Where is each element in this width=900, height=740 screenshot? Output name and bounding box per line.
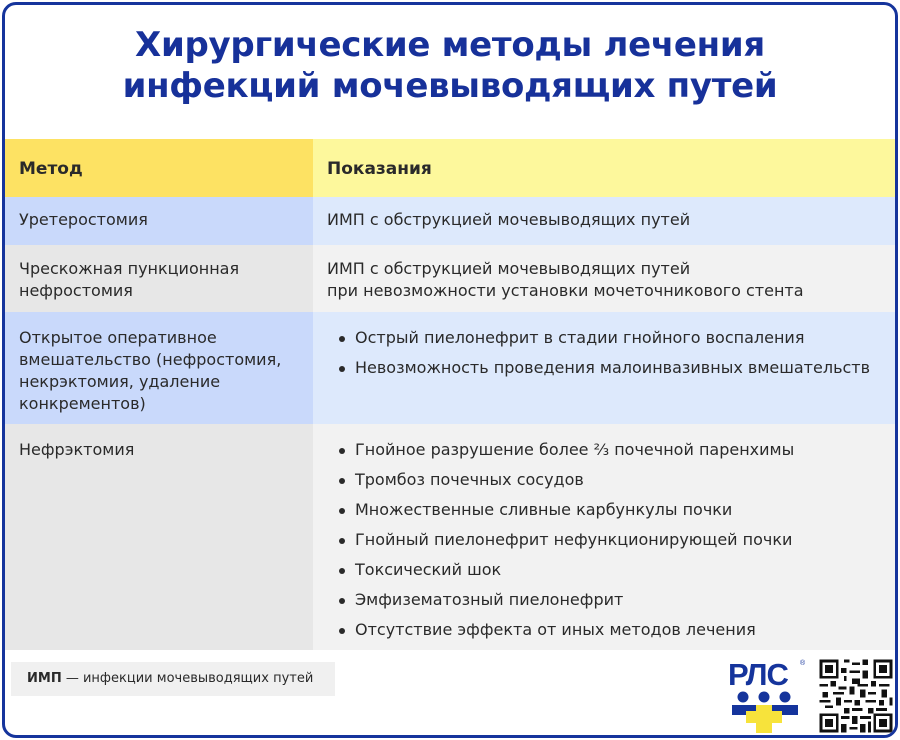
list-item: Отсутствие эффекта от иных методов лечения [339,619,885,641]
method-cell: Уретеростомия [5,197,313,245]
method-cell: Открытое оперативное вмешательство (нефростомия, некрэктомия, удаление конкрементов) [5,312,313,424]
list-item: Гнойный пиелонефрит нефункционирующей почки [339,529,885,551]
indications-cell [313,245,895,312]
logo-text: РЛС [728,657,788,692]
method-cell: Нефрэктомия [5,424,313,650]
table-row [5,312,895,424]
list-item: Токсический шок [339,559,885,581]
table-row [5,197,895,245]
indication-text: ИМП с обструкцией мочевыводящих путей [327,210,691,229]
indications-cell [313,197,895,245]
logo-registered: ® [800,660,806,667]
title-line-2: инфекций мочевыводящих путей [122,66,778,106]
table-row [5,245,895,312]
methods-table [5,139,895,650]
indications-cell [313,312,895,424]
abbreviation-footnote [11,662,335,696]
indications-cell [313,424,895,650]
footnote-abbr: ИМП [27,671,62,686]
method-cell: Чрескожная пункционная нефростомия [5,245,313,312]
indication-text: ИМП с обструкцией мочевыводящих путей [327,259,691,278]
qr-code-icon [817,657,895,735]
page-title [5,25,895,107]
table-header-row [5,139,895,197]
rls-logo-icon [726,655,808,735]
title-line-1: Хирургические методы лечения [135,25,765,65]
indications-list [327,327,885,379]
table-row [5,424,895,650]
indication-text: при невозможности установки мочеточникового стента [327,281,804,300]
indications-list [327,439,885,641]
list-item: Гнойное разрушение более ⅔ почечной паренхимы [339,439,885,461]
header-method: Метод [5,139,313,197]
list-item: Тромбоз почечных сосудов [339,469,885,491]
list-item: Множественные сливные карбункулы почки [339,499,885,521]
list-item: Эмфизематозный пиелонефрит [339,589,885,611]
header-indications: Показания [313,139,895,197]
infographic-card [2,2,898,738]
list-item: Острый пиелонефрит в стадии гнойного воспаления [339,327,885,349]
footnote-definition: — инфекции мочевыводящих путей [61,671,314,686]
list-item: Невозможность проведения малоинвазивных вмешательств [339,357,885,379]
